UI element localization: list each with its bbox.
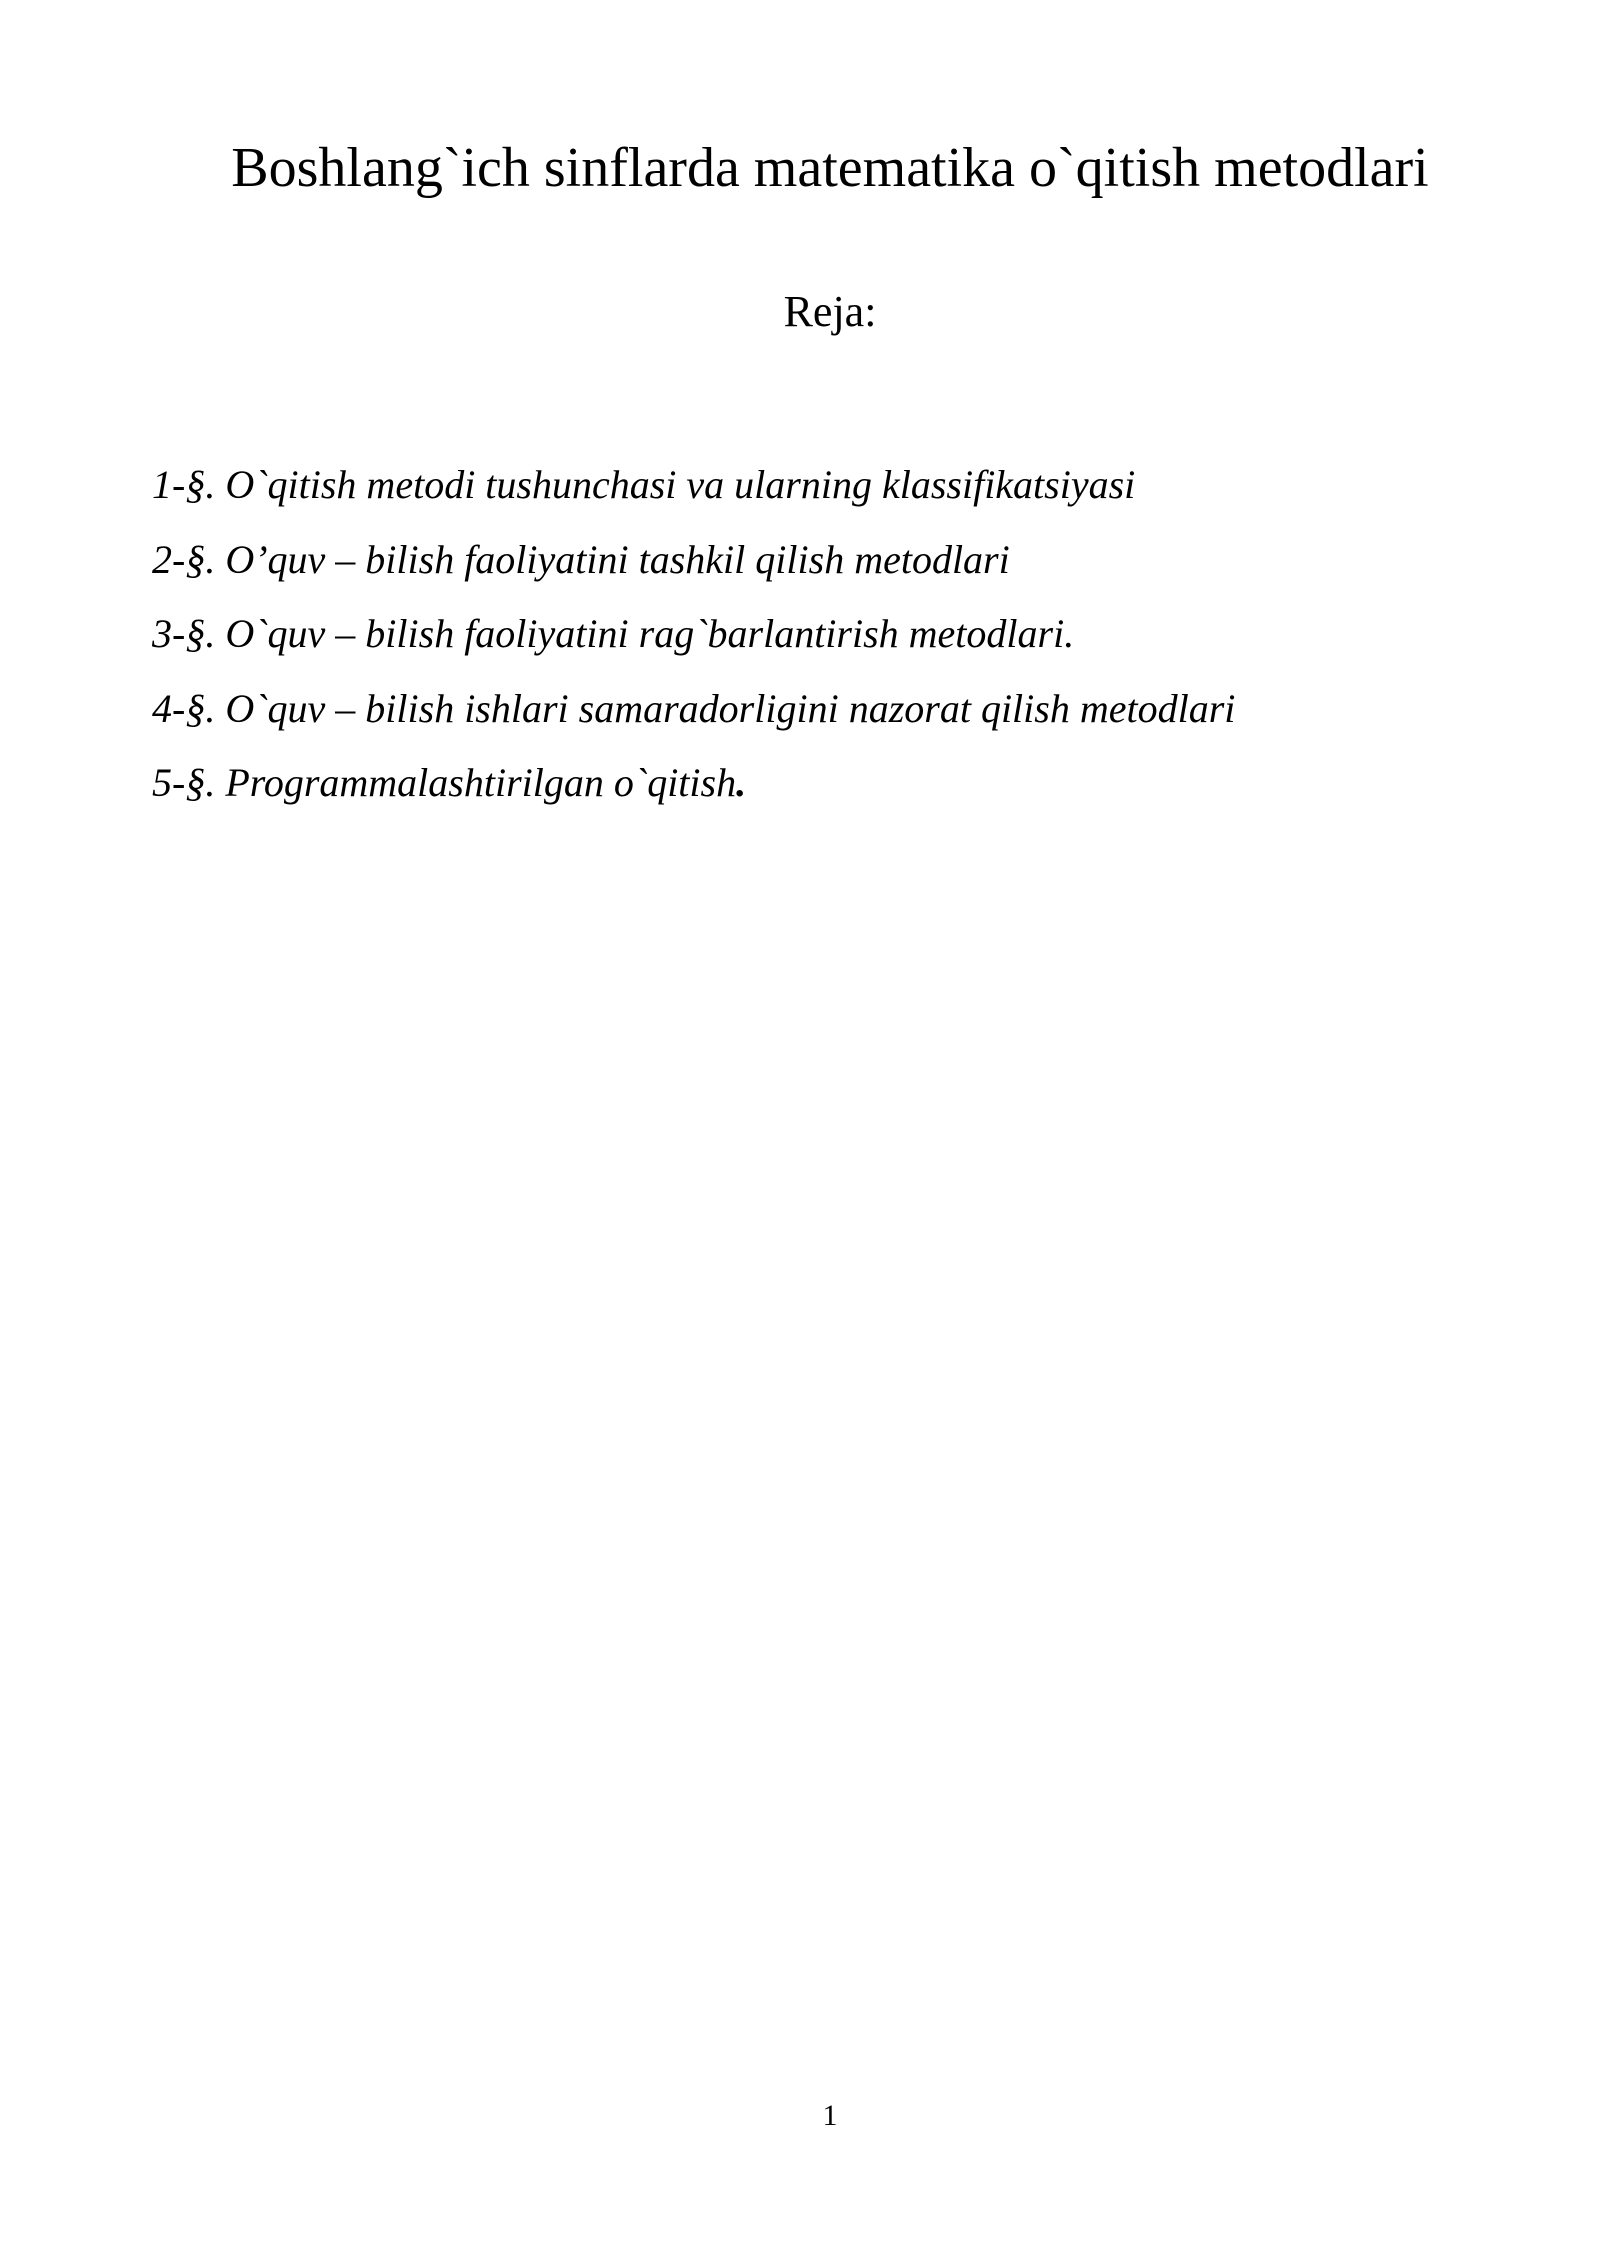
plan-heading: Reja: [783, 287, 877, 336]
plan-item-suffix: . [736, 760, 747, 805]
plan-item-text: 5-§. Programmalashtirilgan o`qitish [152, 760, 737, 805]
page-number: 1 [822, 2099, 838, 2132]
plan-item-text: 2-§. O’quv – bilish faoliyatini tashkil qilish metodlari [152, 536, 1010, 582]
plan-list [152, 448, 1235, 821]
plan-item-text: 3-§. O`quv – bilish faoliyatini rag`barlantirish metodlari. [152, 611, 1075, 656]
plan-item-text: 1-§. O`qitish metodi tushunchasi va ularning klassifikatsiyasi [152, 462, 1136, 507]
document-title: Boshlang`ich sinflarda matematika o`qitish metodlari [231, 137, 1429, 199]
plan-item-text: 4-§. O`quv – bilish ishlari samaradorligini nazorat qilish metodlari [152, 685, 1236, 731]
plan-item [152, 672, 1235, 747]
plan-item [152, 597, 1235, 672]
plan-item [152, 523, 1235, 598]
plan-item [152, 746, 1235, 821]
plan-item [152, 448, 1235, 523]
